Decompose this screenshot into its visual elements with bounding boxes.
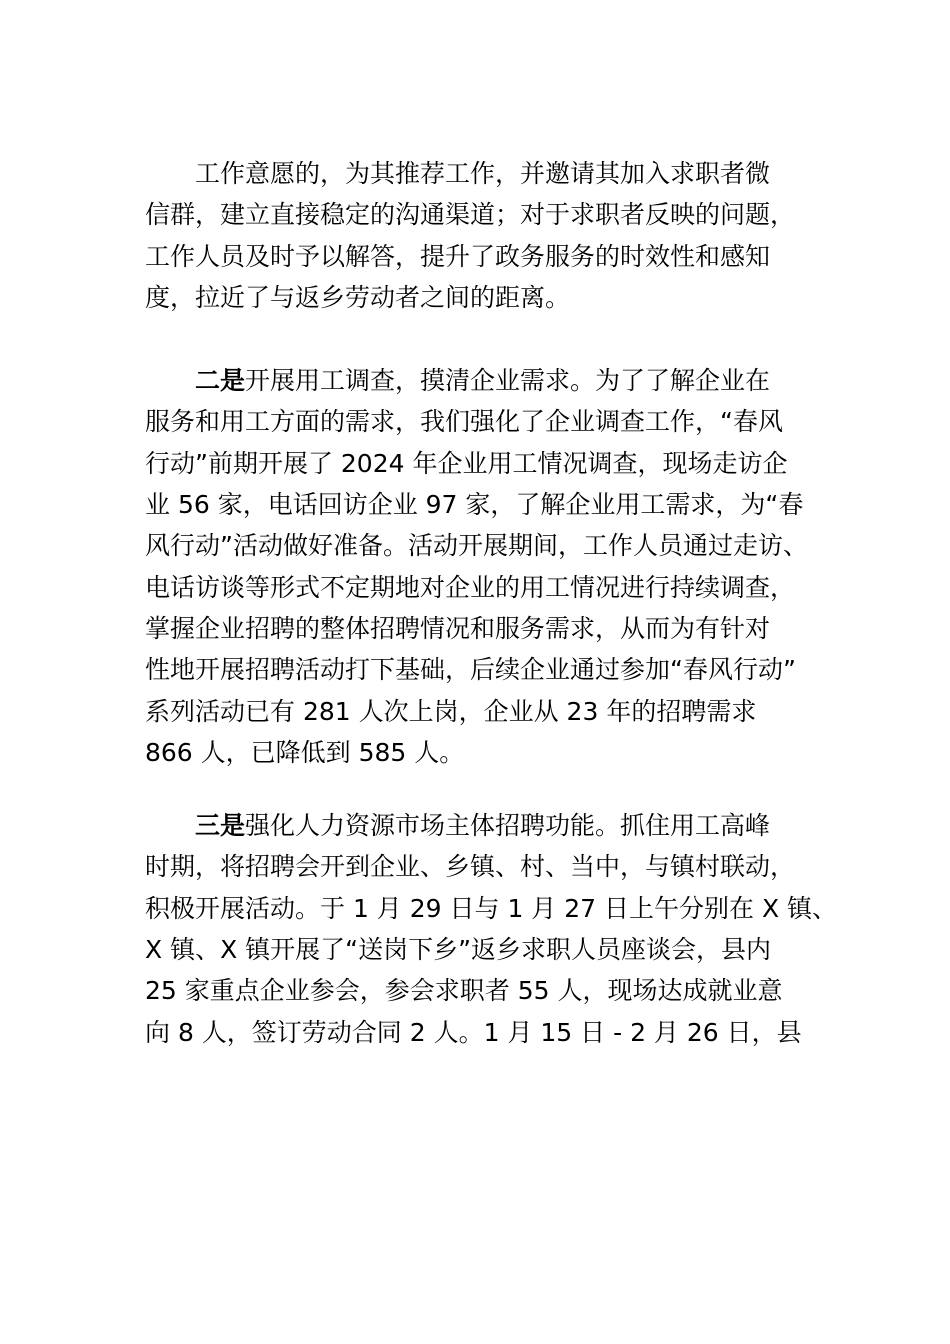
text-line: 电话访谈等形式不定期地对企业的用工情况进行持续调查， — [145, 572, 796, 602]
text-line-rest: 强化人力资源市场主体招聘功能。抓住用工高峰 — [245, 811, 771, 841]
text-line: 业 56 家，电话回访企业 97 家，了解企业用工需求，为“春 — [145, 490, 804, 520]
text-line: 工作意愿的，为其推荐工作，并邀请其加入求职者微 — [195, 159, 771, 188]
text-line — [145, 805, 815, 846]
text-line: X 镇、X 镇开展了“送岗下乡”返乡求职人员座谈会，县内 — [145, 935, 772, 965]
paragraph-3 — [145, 805, 838, 1053]
text-line: 866 人，已降低到 585 人。 — [145, 737, 465, 767]
text-line: 时期，将招聘会开到企业、乡镇、村、当中，与镇村联动， — [145, 852, 796, 882]
text-line-rest: 开展用工调查，摸清企业需求。为了了解企业在 — [245, 366, 771, 396]
text-line: 风行动”活动做好准备。活动开展期间，工作人员通过走访、 — [145, 531, 808, 561]
text-line: 度，拉近了与返乡劳动者之间的距离。 — [145, 282, 571, 312]
document-body — [145, 153, 838, 1053]
text-line: 工作人员及时予以解答，提升了政务服务的时效性和感知 — [145, 241, 771, 271]
text-line: 系列活动已有 281 人次上岗，企业从 23 年的招聘需求 — [145, 696, 757, 726]
text-line: 行动”前期开展了 2024 年企业用工情况调查，现场走访企 — [145, 448, 788, 478]
text-line: 积极开展活动。于 1 月 29 日与 1 月 27 日上午分别在 X 镇、 — [145, 893, 838, 923]
text-line: 掌握企业招聘的整体招聘情况和服务需求，从而为有针对 — [145, 613, 771, 643]
paragraph-2 — [145, 360, 815, 773]
text-line: 服务和用工方面的需求，我们强化了企业调查工作，“春风 — [145, 407, 783, 437]
paragraph-lead: 三是 — [195, 811, 246, 841]
paragraph-lead: 二是 — [195, 366, 246, 396]
text-line — [145, 360, 815, 401]
text-line: 信群，建立直接稳定的沟通渠道；对于求职者反映的问题， — [145, 200, 796, 230]
text-line: 性地开展招聘活动打下基础，后续企业通过参加“春风行动” — [145, 655, 796, 685]
text-line: 25 家重点企业参会，参会求职者 55 人，现场达成就业意 — [145, 976, 783, 1006]
text-line: 向 8 人，签订劳动合同 2 人。1 月 15 日 - 2 月 26 日，县 — [145, 1017, 802, 1047]
paragraph-1 — [145, 153, 815, 318]
